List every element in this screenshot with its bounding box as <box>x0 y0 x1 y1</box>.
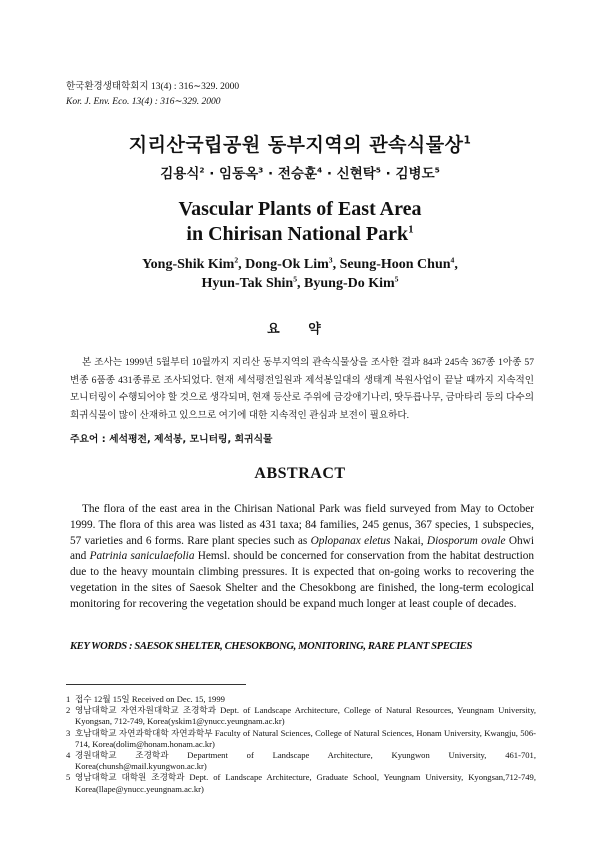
footnote-number: 1 <box>66 694 71 704</box>
author-en-affiliation: 3 <box>328 255 333 265</box>
footnote-text: 호남대학교 자연과학대학 자연과학부 Faculty of Natural Sciences, College of Natural Sciences, Honam University, Kwangju, 506-714, Korea(dolim@honam.honam.ac.kr) <box>75 727 536 749</box>
abstract-text: The flora of the east area in the Chirisan National Park was field surveyed from May to October 1999. The flora of this area was listed as 431 taxa; 84 families, 245 genus, 367 species, 1 subspecies, 57 varieties and 6 forms. Rare plant species such as <box>70 503 534 547</box>
keywords-korean-value: 세석평전, 제석봉, 모니터링, 희귀식물 <box>109 434 273 445</box>
author-en-affiliation: 2 <box>234 255 239 265</box>
author-en-separator: , <box>454 257 458 272</box>
keywords-korean-label: 주요어 : <box>70 434 110 445</box>
abstract-text: Ohwi and <box>70 534 534 563</box>
journal-citation-ko: 한국환경생태학회지 13(4) : 316∼329. 2000 <box>66 82 240 92</box>
author-separator: · <box>380 166 396 182</box>
author-en-affiliation: 5 <box>293 274 298 284</box>
journal-citation <box>66 80 239 110</box>
footnote-divider <box>66 684 246 685</box>
author-en-separator: , <box>332 257 340 272</box>
author-ko: 임동옥 <box>219 166 259 182</box>
footnote-number: 4 <box>66 750 71 761</box>
author-en-affiliation: 5 <box>394 274 399 284</box>
author-ko-affiliation: 2 <box>199 165 205 175</box>
keywords-korean <box>70 431 273 445</box>
journal-citation-en: Kor. J. Env. Eco. 13(4) : 316∼329. 2000 <box>66 97 221 107</box>
footnote-text: 영남대학교 대학원 조경학과 Dept. of Landscape Architecture, Graduate School, Yeungnam University, Kyongsan,712-749, Korea(llape@ynucc.yeungnam.ac.kr) <box>75 772 536 794</box>
author-en: Byung-Do Kim <box>304 276 395 291</box>
species-name: Diosporum ovale <box>426 534 506 547</box>
title-english-footnote-mark: 1 <box>408 223 414 236</box>
author-ko: 신현탁 <box>336 166 376 182</box>
footnote-number: 3 <box>66 727 71 738</box>
summary-heading: 요 약 <box>267 322 333 337</box>
species-name: Oplopanax eletus <box>310 534 391 547</box>
author-ko-affiliation: 5 <box>375 165 381 175</box>
footnote <box>66 728 536 750</box>
footnote <box>66 705 536 727</box>
keywords-english: KEY WORDS : SAESOK SHELTER, CHESOKBONG, MONITORING, RARE PLANT SPECIES <box>70 641 472 652</box>
abstract-korean: 본 조사는 1999년 5월부터 10월까지 지리산 동부지역의 관속식물상을 조사한 결과 84과 245속 367종 1아종 57변종 6품종 431종류로 조사되었다. 현재 세석평전일원과 제석봉일대의 생태계 복원사업이 끝날 때까지 지속적인 모니터링이 수행되어야 할 것으로 생각되며, 현재 등산로 주위에 금강애기나리, 땃두릅나무, 금마타리 등의 다수의 희귀식물이 많이 산재하고 있으므로 여기에 대한 지속적인 관심과 보전이 필요하다. <box>70 357 534 421</box>
abstract-english <box>70 502 534 613</box>
author-separator: · <box>204 166 220 182</box>
author-en: Yong-Shik Kim <box>142 257 235 272</box>
footnotes <box>66 694 536 795</box>
title-english-line2 <box>0 222 600 247</box>
abstract-text: Hemsl. should be concerned for conservation from the habitat destruction due to the heavy mountain climbing pressures. It is expected that on-going works to recovering the vegetation in the sites of Saesok Shelter and the Chesokbong are finished, the long-term ecological monitoring for recovering the vegetation should be expand much longer at least couple of decades. <box>70 550 535 610</box>
footnote <box>66 772 536 794</box>
author-en-separator: , <box>238 257 246 272</box>
author-ko-affiliation: 4 <box>316 165 323 175</box>
author-en-affiliation: 4 <box>450 255 455 265</box>
footnote-text: 경원대학교 조경학과 Department of Landscape Architecture, Kyungwon University, 461-701, Korea(chunsh@mail.kyungwon.ac.kr) <box>75 750 536 772</box>
author-en: Dong-Ok Lim <box>245 257 329 272</box>
title-korean <box>0 130 600 157</box>
author-en: Hyun-Tak Shin <box>201 276 294 291</box>
footnote <box>66 694 536 705</box>
author-separator: · <box>322 166 337 182</box>
title-english-line2-text: in Chirisan National Park <box>186 223 409 245</box>
title-english <box>0 197 600 247</box>
authors-korean <box>0 162 600 182</box>
title-korean-footnote-mark: 1 <box>463 134 472 147</box>
author-ko: 전승훈 <box>277 166 317 182</box>
author-ko-affiliation: 3 <box>258 165 264 175</box>
author-en: Seung-Hoon Chun <box>339 257 451 272</box>
footnote-text: 접수 12월 15일 Received on Dec. 15, 1999 <box>75 694 225 704</box>
authors-english-line2 <box>0 274 600 293</box>
abstract-heading: ABSTRACT <box>254 465 346 482</box>
species-name: Patrinia saniculaefolia <box>89 550 195 563</box>
author-ko: 김용식 <box>160 166 200 182</box>
authors-english-line1 <box>0 255 600 274</box>
author-ko-affiliation: 5 <box>434 165 440 175</box>
author-ko: 김병도 <box>395 166 435 182</box>
title-korean-text: 지리산국립공원 동부지역의 관속식물상 <box>128 134 464 156</box>
footnote-text: 영남대학교 자연자원대학교 조경학과 Dept. of Landscape Architecture, College of Natural Resources, Yeungnam University, Kyongsan, 712-749, Korea(yskim1@ynucc.yeungnam.ac.kr) <box>75 705 536 727</box>
author-en-separator: , <box>297 276 305 291</box>
footnote <box>66 750 536 772</box>
abstract-text: Nakai, <box>390 534 427 547</box>
authors-english <box>0 255 600 293</box>
footnote-number: 5 <box>66 772 71 783</box>
title-english-line1: Vascular Plants of East Area <box>178 198 422 220</box>
author-separator: · <box>263 166 278 182</box>
footnote-number: 2 <box>66 705 71 716</box>
